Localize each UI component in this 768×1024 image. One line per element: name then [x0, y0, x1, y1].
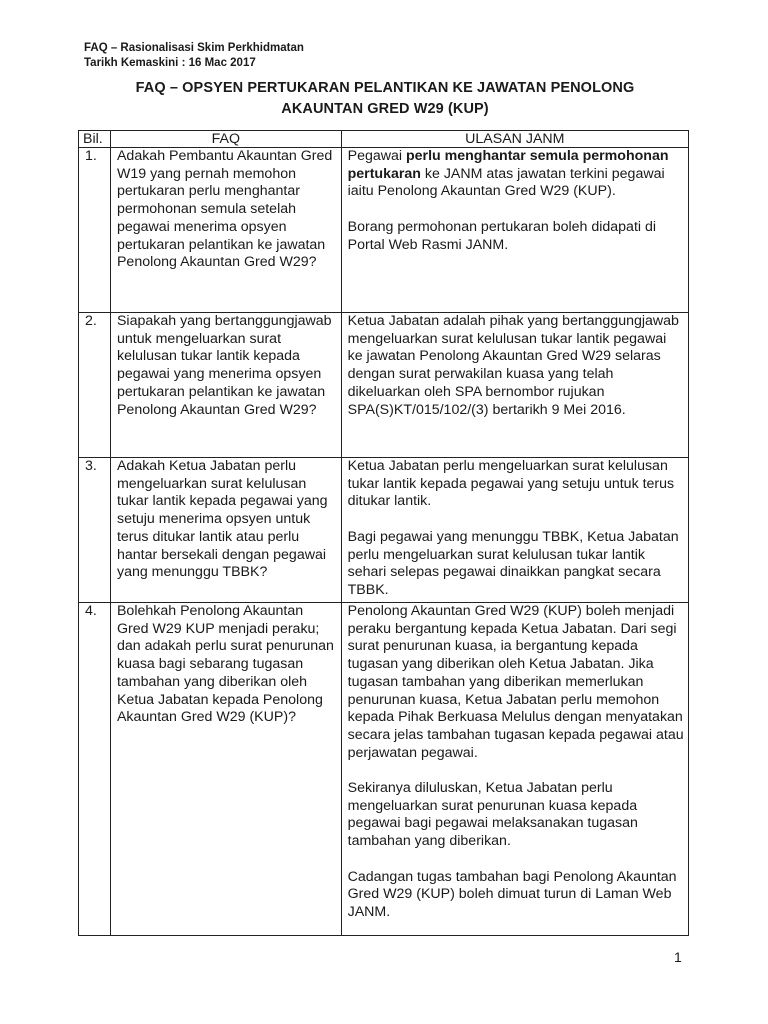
answer-paragraph: Ketua Jabatan perlu mengeluarkan surat kelulusan tukar lantik kepada pegawai yang setuju untuk terus ditukar lantik. [347, 458, 675, 510]
answer-paragraph: Sekiranya diluluskan, Ketua Jabatan perlu mengeluarkan surat penurunan kuasa kepada pegawai bagi pegawai melaksanakan tugasan tambahan yang diberikan. [347, 780, 638, 850]
answer-paragraph: Ketua Jabatan adalah pihak yang bertanggungjawab mengeluarkan surat kelulusan tukar lantik pegawai ke jawatan Penolong Akauntan Gred W29 selaras dengan surat perwakilan kuasa yang telah dikeluarkan oleh SPA bernombor rujukan SPA(S)KT/015/102/(3) bertarikh 9 Mei 2016. [347, 313, 679, 418]
document-title-line-2: AKAUNTAN GRED W29 (KUP) [281, 101, 489, 117]
answer-paragraph: Cadangan tugas tambahan bagi Penolong Akauntan Gred W29 (KUP) boleh dimuat turun di Laman Web JANM. [347, 868, 677, 920]
answer-text: ke JANM atas jawatan terkini pegawai iaitu Penolong Akauntan Gred W29 (KUP). [347, 165, 665, 200]
row-number: 1. [79, 148, 111, 313]
answer-paragraph: Borang permohonan pertukaran boleh didapati di Portal Web Rasmi JANM. [347, 218, 657, 253]
answer-paragraph [348, 148, 684, 201]
faq-row-2 [79, 313, 689, 458]
faq-answer [341, 313, 688, 458]
faq-question: Bolehkah Penolong Akauntan Gred W29 KUP menjadi peraku; dan adakah perlu surat penurunan kuasa bagi sebarang tugasan tambahan yang diberikan oleh Ketua Jabatan kepada Penolong Akauntan Gred W29 (KUP)? [110, 603, 341, 936]
answer-paragraph: Penolong Akauntan Gred W29 (KUP) boleh menjadi peraku bergantung kepada Ketua Jabatan. Dari segi surat penurunan kuasa, ia bergantung kepada tugasan yang diberikan oleh Ketua Jabatan. Jika tugasan tambahan yang diberikan memerlukan penurunan kuasa, Ketua Jabatan perlu memohon kepada Pihak Berkuasa Melulus dengan menyatakan secara jelas tambahan tugasan kepada pegawai atau perjawatan pegawai. [347, 603, 684, 761]
row-number: 3. [79, 458, 111, 603]
faq-row-4 [79, 603, 689, 936]
column-header-faq: FAQ [110, 131, 341, 148]
answer-emphasis: perlu menghantar semula permohonan pertukaran [347, 148, 669, 182]
row-number: 2. [79, 313, 111, 458]
faq-row-3 [79, 458, 689, 603]
faq-question: Adakah Ketua Jabatan perlu mengeluarkan surat kelulusan tukar lantik kepada pegawai yang setuju menerima opsyen untuk terus ditukar lantik atau perlu hantar bersekali dengan pegawai yang menunggu TBBK? [110, 458, 341, 603]
header-updated-date: Tarikh Kemaskini : 16 Mac 2017 [84, 57, 256, 69]
faq-question: Adakah Pembantu Akauntan Gred W19 yang pernah memohon pertukaran perlu menghantar permohonan semula setelah pegawai menerima opsyen pertukaran pelantikan ke jawatan Penolong Akauntan Gred W29? [110, 148, 341, 313]
document-title [80, 78, 690, 120]
faq-table-header-row [79, 131, 689, 148]
answer-paragraph: Bagi pegawai yang menunggu TBBK, Ketua Jabatan perlu mengeluarkan surat kelulusan tukar lantik sehari selepas pegawai dinaikkan pangkat secara TBBK. [347, 528, 679, 598]
document-header [84, 41, 304, 71]
column-header-bil: Bil. [79, 131, 111, 148]
header-document-series: FAQ – Rasionalisasi Skim Perkhidmatan [84, 42, 304, 54]
answer-text: Pegawai [347, 148, 406, 164]
page-number: 1 [674, 949, 682, 965]
faq-row-1 [79, 148, 689, 313]
row-number: 4. [79, 603, 111, 936]
faq-answer [341, 148, 688, 313]
column-header-ulasan-janm: ULASAN JANM [341, 131, 688, 148]
faq-answer [341, 458, 688, 603]
faq-table [78, 130, 689, 936]
faq-question: Siapakah yang bertanggungjawab untuk mengeluarkan surat kelulusan tukar lantik kepada pegawai yang menerima opsyen pertukaran pelantikan ke jawatan Penolong Akauntan Gred W29? [110, 313, 341, 458]
document-title-line-1: FAQ – OPSYEN PERTUKARAN PELANTIKAN KE JAWATAN PENOLONG [135, 80, 635, 96]
faq-answer [341, 603, 688, 936]
